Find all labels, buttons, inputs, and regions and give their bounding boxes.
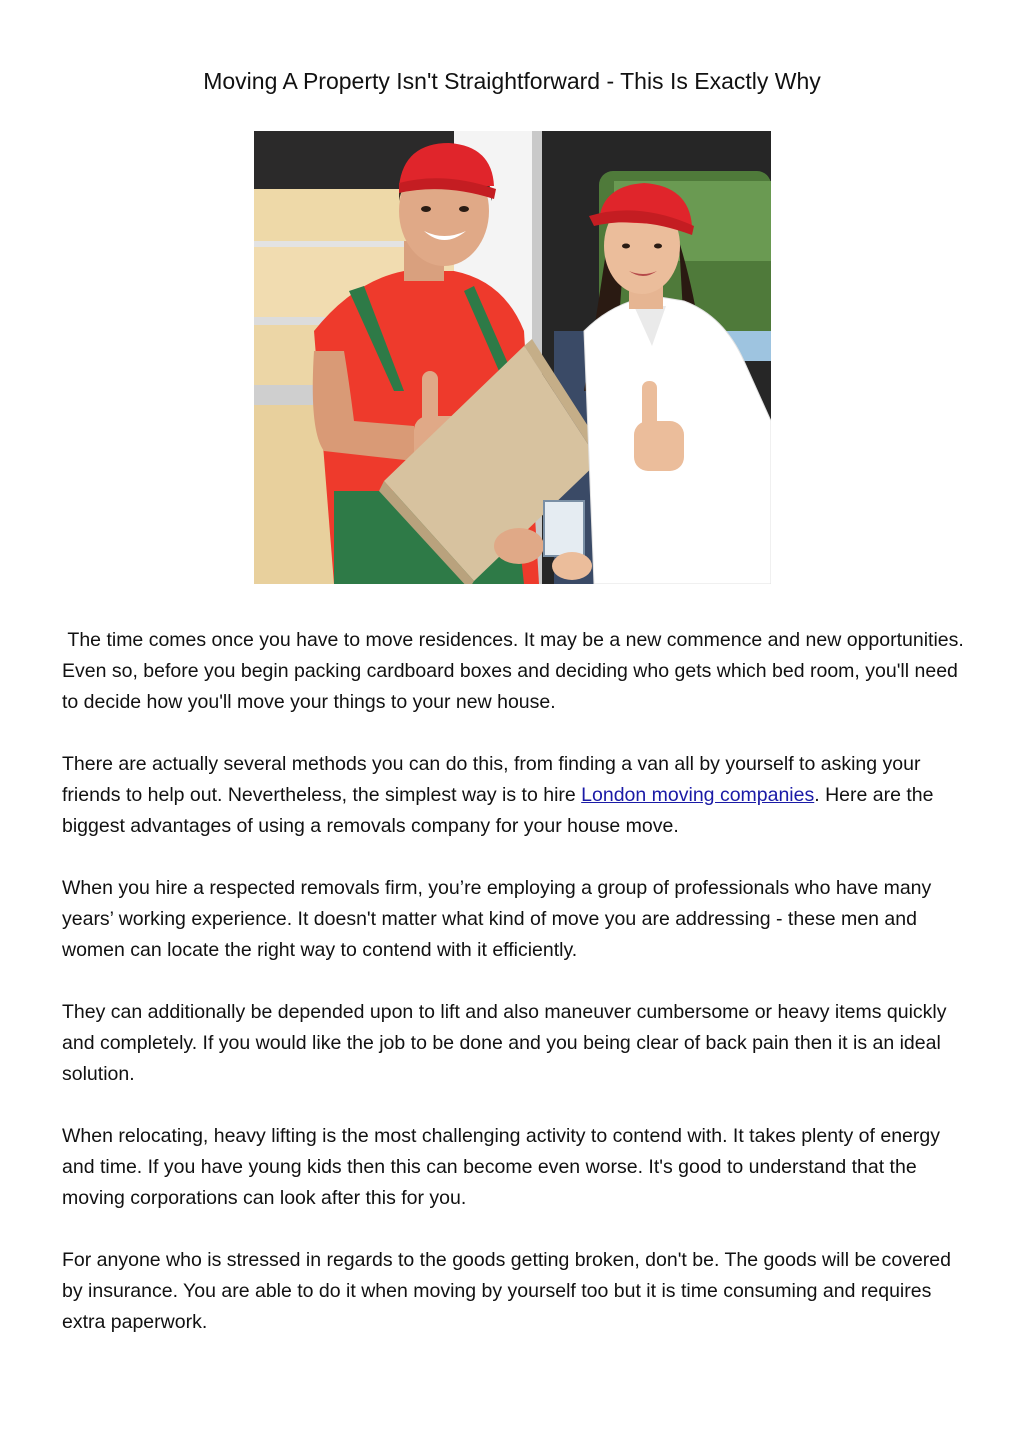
london-moving-companies-link[interactable]: London moving companies xyxy=(581,784,815,806)
paragraph-professionals: When you hire a respected removals firm, you’re employing a group of professionals who have many years’ working experience. It doesn't matter what kind of move you are addressing - these men and women can locate the right way to contend with it efficiently. xyxy=(62,877,932,961)
paragraph-intro: The time comes once you have to move residences. It may be a new commence and new opportunities. Even so, before you begin packing cardboard boxes and deciding who gets which bed room, you'll need to decide how you'll move your things to your new house. xyxy=(62,629,970,713)
paragraph-insurance: For anyone who is stressed in regards to the goods getting broken, don't be. The goods will be covered by insurance. You are able to do it when moving by yourself too but it is time consuming and requires extra paperwork. xyxy=(62,1249,951,1333)
paragraph-methods-after: . Here are the biggest advantages of using a removals company for your house move. xyxy=(62,784,934,837)
paragraph-methods-before: There are actually several methods you can do this, from finding a van all by yourself to asking your friends to help out. Nevertheless, the simplest way is to hire xyxy=(62,753,921,806)
paragraph-methods xyxy=(62,749,972,842)
paragraph-lifting: They can additionally be depended upon to lift and also maneuver cumbersome or heavy items quickly and completely. If you would like the job to be done and you being clear of back pain then it is an ideal solution. xyxy=(62,1001,947,1085)
page-title: Moving A Property Isn't Straightforward - This Is Exactly Why xyxy=(203,68,821,94)
movers-photo xyxy=(254,131,771,584)
article-body xyxy=(62,625,972,1369)
paragraph-heavy-lifting: When relocating, heavy lifting is the most challenging activity to contend with. It takes plenty of energy and time. If you have young kids then this can become even worse. It's good to understand that the moving corporations can look after this for you. xyxy=(62,1125,940,1209)
